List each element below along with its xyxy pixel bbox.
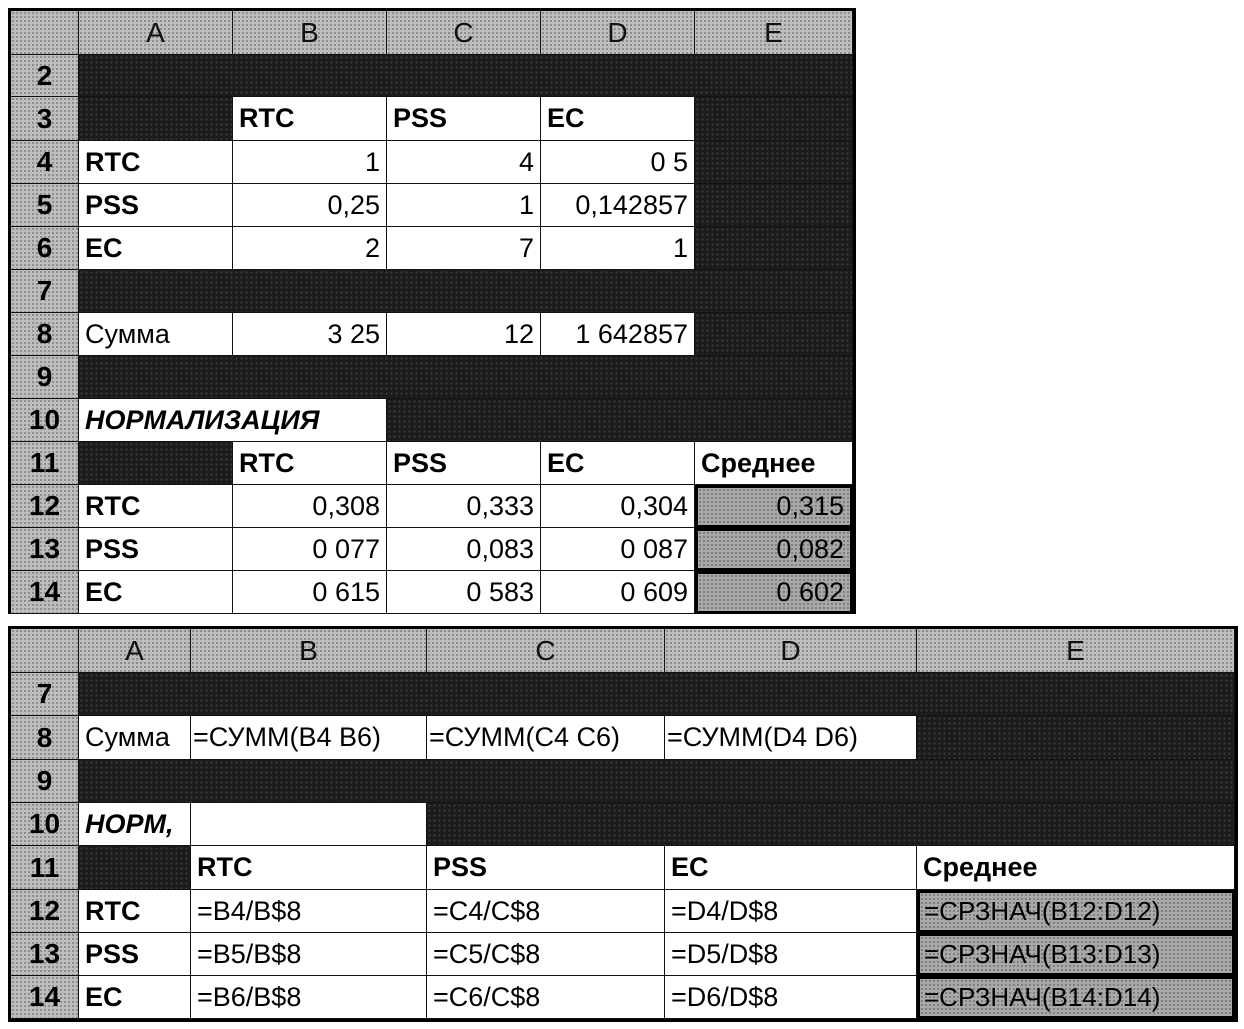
cell-d14[interactable]: 0 609: [541, 571, 695, 614]
row-header-8[interactable]: 8: [11, 313, 79, 356]
cell-b10[interactable]: [191, 803, 427, 846]
cell-d4[interactable]: 0 5: [541, 141, 695, 184]
cell-e3[interactable]: [695, 97, 853, 141]
cell-b14[interactable]: =B6/B$8: [191, 976, 427, 1019]
cell-d13[interactable]: =D5/D$8: [665, 933, 917, 976]
cell-b6[interactable]: 2: [233, 227, 387, 270]
cell-c3[interactable]: PSS: [387, 97, 541, 141]
cell-b14[interactable]: 0 615: [233, 571, 387, 614]
cell-b11[interactable]: RTC: [191, 846, 427, 890]
cell-a13[interactable]: PSS: [79, 933, 191, 976]
cell-c11[interactable]: PSS: [427, 846, 665, 890]
cell-d8[interactable]: =СУММ(D4 D6): [665, 716, 917, 760]
cell-d12[interactable]: 0,304: [541, 485, 695, 528]
cell-c12[interactable]: 0,333: [387, 485, 541, 528]
cell-b8[interactable]: =СУММ(В4 В6): [191, 716, 427, 760]
cell-b12[interactable]: 0,308: [233, 485, 387, 528]
select-all-corner[interactable]: [11, 629, 79, 673]
cell-range[interactable]: [79, 55, 853, 97]
cell-e13[interactable]: =СРЗНАЧ(В13:D13): [917, 933, 1235, 976]
cell-b8[interactable]: 3 25: [233, 313, 387, 356]
spreadsheet-values: [8, 8, 856, 614]
cell-c13[interactable]: =C5/C$8: [427, 933, 665, 976]
row-header-12[interactable]: 12: [11, 485, 79, 528]
column-header-a[interactable]: A: [79, 11, 233, 55]
cell-range[interactable]: [79, 356, 853, 399]
column-header-e[interactable]: E: [917, 629, 1235, 673]
cell-e12[interactable]: =СРЗНАЧ(В12:D12): [917, 890, 1235, 933]
cell-d11[interactable]: EC: [541, 442, 695, 485]
cell-e8[interactable]: [917, 716, 1235, 760]
select-all-corner[interactable]: [11, 11, 79, 55]
row-header-3[interactable]: 3: [11, 97, 79, 141]
row-header-9[interactable]: 9: [11, 356, 79, 399]
cell-b11[interactable]: RTC: [233, 442, 387, 485]
cell-a11[interactable]: [79, 442, 233, 485]
column-header-b[interactable]: B: [191, 629, 427, 673]
cell-c12[interactable]: =C4/C$8: [427, 890, 665, 933]
column-header-c[interactable]: C: [387, 11, 541, 55]
row-header-5[interactable]: 5: [11, 184, 79, 227]
cell-c13[interactable]: 0,083: [387, 528, 541, 571]
cell-a10[interactable]: НОРМ,: [79, 803, 191, 846]
cell-a13[interactable]: PSS: [79, 528, 233, 571]
row-header-14[interactable]: 14: [11, 571, 79, 614]
row-header-11[interactable]: 11: [11, 846, 79, 890]
column-header-c[interactable]: C: [427, 629, 665, 673]
cell-e13[interactable]: 0,082: [695, 528, 853, 571]
column-header-a[interactable]: A: [79, 629, 191, 673]
cell-range[interactable]: [79, 270, 853, 313]
cell-e6[interactable]: [695, 227, 853, 270]
row-header-14[interactable]: 14: [11, 976, 79, 1019]
cell-a12[interactable]: RTC: [79, 890, 191, 933]
cell-b4[interactable]: 1: [233, 141, 387, 184]
cell-a4[interactable]: RTC: [79, 141, 233, 184]
cell-e14[interactable]: =СРЗНАЧ(В14:D14): [917, 976, 1235, 1019]
row-header-9[interactable]: 9: [11, 760, 79, 803]
cell-b5[interactable]: 0,25: [233, 184, 387, 227]
cell-a5[interactable]: PSS: [79, 184, 233, 227]
column-header-b[interactable]: B: [233, 11, 387, 55]
row-header-8[interactable]: 8: [11, 716, 79, 760]
cell-d8[interactable]: 1 642857: [541, 313, 695, 356]
cell-e4[interactable]: [695, 141, 853, 184]
column-header-d[interactable]: D: [541, 11, 695, 55]
column-header-d[interactable]: D: [665, 629, 917, 673]
cell-a10[interactable]: НОРМАЛИЗАЦИЯ: [79, 399, 387, 442]
row-header-10[interactable]: 10: [11, 399, 79, 442]
cell-a11[interactable]: [79, 846, 191, 890]
cell-b13[interactable]: 0 077: [233, 528, 387, 571]
cell-a8[interactable]: Сумма: [79, 313, 233, 356]
spreadsheet-formulas: [8, 626, 1238, 1022]
cell-a8[interactable]: Сумма: [79, 716, 191, 760]
cell-b13[interactable]: =B5/B$8: [191, 933, 427, 976]
row-header-7[interactable]: 7: [11, 673, 79, 716]
cell-c14[interactable]: 0 583: [387, 571, 541, 614]
row-header-6[interactable]: 6: [11, 227, 79, 270]
row-header-11[interactable]: 11: [11, 442, 79, 485]
cell-e5[interactable]: [695, 184, 853, 227]
cell-b3[interactable]: RTC: [233, 97, 387, 141]
cell-d6[interactable]: 1: [541, 227, 695, 270]
cell-e12[interactable]: 0,315: [695, 485, 853, 528]
cell-c5[interactable]: 1: [387, 184, 541, 227]
row-header-13[interactable]: 13: [11, 933, 79, 976]
cell-a12[interactable]: RTC: [79, 485, 233, 528]
cell-d12[interactable]: =D4/D$8: [665, 890, 917, 933]
column-header-e[interactable]: E: [695, 11, 853, 55]
cell-range[interactable]: [79, 673, 1235, 716]
cell-d11[interactable]: EC: [665, 846, 917, 890]
cell-a14[interactable]: EC: [79, 571, 233, 614]
cell-c11[interactable]: PSS: [387, 442, 541, 485]
row-header-13[interactable]: 13: [11, 528, 79, 571]
row-header-12[interactable]: 12: [11, 890, 79, 933]
cell-e11[interactable]: Среднее: [917, 846, 1235, 890]
cell-b12[interactable]: =B4/B$8: [191, 890, 427, 933]
cell-d5[interactable]: 0,142857: [541, 184, 695, 227]
cell-e14[interactable]: 0 602: [695, 571, 853, 614]
cell-e8[interactable]: [695, 313, 853, 356]
cell-d14[interactable]: =D6/D$8: [665, 976, 917, 1019]
cell-e11[interactable]: Среднее: [695, 442, 853, 485]
cell-a6[interactable]: EC: [79, 227, 233, 270]
cell-d13[interactable]: 0 087: [541, 528, 695, 571]
row-header-2[interactable]: 2: [11, 55, 79, 97]
cell-d3[interactable]: EC: [541, 97, 695, 141]
cell-a14[interactable]: EC: [79, 976, 191, 1019]
cell-c4[interactable]: 4: [387, 141, 541, 184]
cell-c14[interactable]: =C6/C$8: [427, 976, 665, 1019]
cell-range[interactable]: [387, 399, 853, 442]
row-header-4[interactable]: 4: [11, 141, 79, 184]
cell-range[interactable]: [79, 760, 1235, 803]
cell-a3[interactable]: [79, 97, 233, 141]
cell-c8[interactable]: =СУММ(С4 С6): [427, 716, 665, 760]
cell-c6[interactable]: 7: [387, 227, 541, 270]
row-header-7[interactable]: 7: [11, 270, 79, 313]
cell-range[interactable]: [427, 803, 1235, 846]
cell-c8[interactable]: 12: [387, 313, 541, 356]
row-header-10[interactable]: 10: [11, 803, 79, 846]
